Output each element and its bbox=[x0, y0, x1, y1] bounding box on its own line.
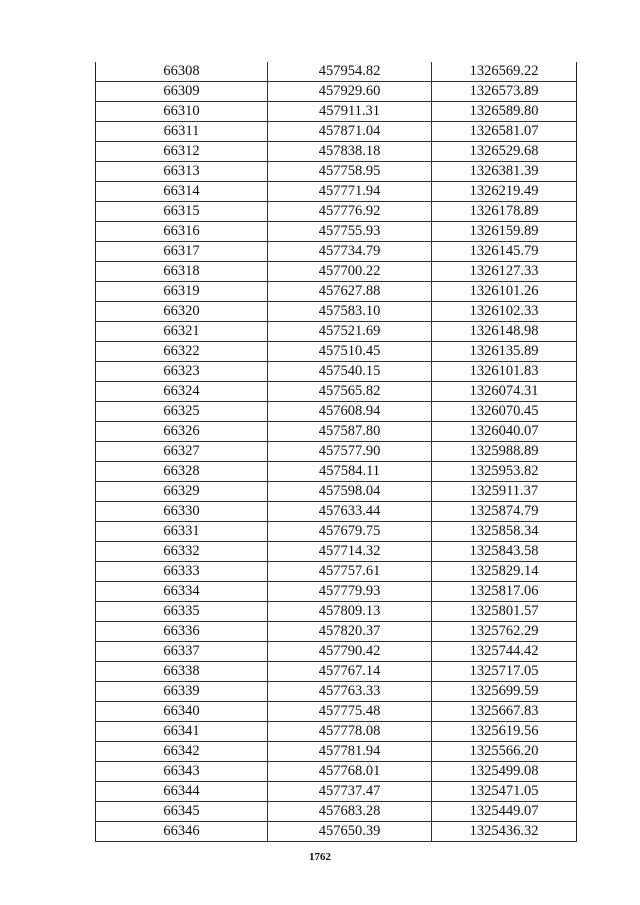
x-coordinate-cell: 457820.37 bbox=[268, 622, 432, 642]
table-row bbox=[96, 682, 577, 702]
point-id-cell: 66334 bbox=[96, 582, 268, 602]
point-id-cell: 66316 bbox=[96, 222, 268, 242]
x-coordinate-cell: 457714.32 bbox=[268, 542, 432, 562]
table-row bbox=[96, 382, 577, 402]
y-coordinate-cell: 1326101.26 bbox=[432, 282, 577, 302]
x-coordinate-cell: 457734.79 bbox=[268, 242, 432, 262]
y-coordinate-cell: 1326127.33 bbox=[432, 262, 577, 282]
table-row bbox=[96, 662, 577, 682]
x-coordinate-cell: 457627.88 bbox=[268, 282, 432, 302]
point-id-cell: 66315 bbox=[96, 202, 268, 222]
point-id-cell: 66331 bbox=[96, 522, 268, 542]
table-row bbox=[96, 442, 577, 462]
table-row bbox=[96, 462, 577, 482]
point-id-cell: 66343 bbox=[96, 762, 268, 782]
y-coordinate-cell: 1326573.89 bbox=[432, 82, 577, 102]
table-row bbox=[96, 542, 577, 562]
table-row bbox=[96, 342, 577, 362]
y-coordinate-cell: 1326148.98 bbox=[432, 322, 577, 342]
point-id-cell: 66333 bbox=[96, 562, 268, 582]
point-id-cell: 66337 bbox=[96, 642, 268, 662]
x-coordinate-cell: 457776.92 bbox=[268, 202, 432, 222]
point-id-cell: 66311 bbox=[96, 122, 268, 142]
table-row bbox=[96, 102, 577, 122]
x-coordinate-cell: 457737.47 bbox=[268, 782, 432, 802]
coordinate-table-body bbox=[96, 62, 577, 842]
table-row bbox=[96, 182, 577, 202]
x-coordinate-cell: 457608.94 bbox=[268, 402, 432, 422]
y-coordinate-cell: 1326159.89 bbox=[432, 222, 577, 242]
y-coordinate-cell: 1325843.58 bbox=[432, 542, 577, 562]
table-row bbox=[96, 562, 577, 582]
point-id-cell: 66336 bbox=[96, 622, 268, 642]
table-row bbox=[96, 142, 577, 162]
point-id-cell: 66332 bbox=[96, 542, 268, 562]
table-row bbox=[96, 162, 577, 182]
y-coordinate-cell: 1325566.20 bbox=[432, 742, 577, 762]
y-coordinate-cell: 1326074.31 bbox=[432, 382, 577, 402]
coordinate-table bbox=[95, 62, 577, 842]
x-coordinate-cell: 457679.75 bbox=[268, 522, 432, 542]
x-coordinate-cell: 457871.04 bbox=[268, 122, 432, 142]
y-coordinate-cell: 1326529.68 bbox=[432, 142, 577, 162]
y-coordinate-cell: 1326219.49 bbox=[432, 182, 577, 202]
point-id-cell: 66330 bbox=[96, 502, 268, 522]
y-coordinate-cell: 1325829.14 bbox=[432, 562, 577, 582]
point-id-cell: 66317 bbox=[96, 242, 268, 262]
y-coordinate-cell: 1325801.57 bbox=[432, 602, 577, 622]
point-id-cell: 66325 bbox=[96, 402, 268, 422]
y-coordinate-cell: 1326581.07 bbox=[432, 122, 577, 142]
table-row bbox=[96, 642, 577, 662]
x-coordinate-cell: 457771.94 bbox=[268, 182, 432, 202]
y-coordinate-cell: 1326101.83 bbox=[432, 362, 577, 382]
point-id-cell: 66340 bbox=[96, 702, 268, 722]
point-id-cell: 66321 bbox=[96, 322, 268, 342]
table-row bbox=[96, 242, 577, 262]
x-coordinate-cell: 457755.93 bbox=[268, 222, 432, 242]
x-coordinate-cell: 457758.95 bbox=[268, 162, 432, 182]
y-coordinate-cell: 1326135.89 bbox=[432, 342, 577, 362]
x-coordinate-cell: 457929.60 bbox=[268, 82, 432, 102]
x-coordinate-cell: 457779.93 bbox=[268, 582, 432, 602]
y-coordinate-cell: 1325858.34 bbox=[432, 522, 577, 542]
point-id-cell: 66329 bbox=[96, 482, 268, 502]
x-coordinate-cell: 457775.48 bbox=[268, 702, 432, 722]
table-row bbox=[96, 602, 577, 622]
point-id-cell: 66342 bbox=[96, 742, 268, 762]
x-coordinate-cell: 457540.15 bbox=[268, 362, 432, 382]
y-coordinate-cell: 1326040.07 bbox=[432, 422, 577, 442]
y-coordinate-cell: 1325817.06 bbox=[432, 582, 577, 602]
point-id-cell: 66324 bbox=[96, 382, 268, 402]
y-coordinate-cell: 1325744.42 bbox=[432, 642, 577, 662]
point-id-cell: 66338 bbox=[96, 662, 268, 682]
table-row bbox=[96, 502, 577, 522]
x-coordinate-cell: 457565.82 bbox=[268, 382, 432, 402]
table-row bbox=[96, 482, 577, 502]
x-coordinate-cell: 457587.80 bbox=[268, 422, 432, 442]
point-id-cell: 66312 bbox=[96, 142, 268, 162]
table-row bbox=[96, 322, 577, 342]
y-coordinate-cell: 1325449.07 bbox=[432, 802, 577, 822]
point-id-cell: 66346 bbox=[96, 822, 268, 842]
y-coordinate-cell: 1325953.82 bbox=[432, 462, 577, 482]
y-coordinate-cell: 1325911.37 bbox=[432, 482, 577, 502]
table-row bbox=[96, 722, 577, 742]
point-id-cell: 66313 bbox=[96, 162, 268, 182]
table-row bbox=[96, 62, 577, 82]
point-id-cell: 66309 bbox=[96, 82, 268, 102]
x-coordinate-cell: 457584.11 bbox=[268, 462, 432, 482]
point-id-cell: 66326 bbox=[96, 422, 268, 442]
point-id-cell: 66319 bbox=[96, 282, 268, 302]
y-coordinate-cell: 1326102.33 bbox=[432, 302, 577, 322]
x-coordinate-cell: 457768.01 bbox=[268, 762, 432, 782]
x-coordinate-cell: 457781.94 bbox=[268, 742, 432, 762]
x-coordinate-cell: 457911.31 bbox=[268, 102, 432, 122]
y-coordinate-cell: 1325499.08 bbox=[432, 762, 577, 782]
point-id-cell: 66308 bbox=[96, 62, 268, 82]
table-row bbox=[96, 402, 577, 422]
point-id-cell: 66314 bbox=[96, 182, 268, 202]
y-coordinate-cell: 1325619.56 bbox=[432, 722, 577, 742]
y-coordinate-cell: 1325667.83 bbox=[432, 702, 577, 722]
table-row bbox=[96, 762, 577, 782]
point-id-cell: 66345 bbox=[96, 802, 268, 822]
y-coordinate-cell: 1325717.05 bbox=[432, 662, 577, 682]
table-row bbox=[96, 702, 577, 722]
y-coordinate-cell: 1325471.05 bbox=[432, 782, 577, 802]
table-row bbox=[96, 222, 577, 242]
y-coordinate-cell: 1326589.80 bbox=[432, 102, 577, 122]
table-row bbox=[96, 122, 577, 142]
point-id-cell: 66328 bbox=[96, 462, 268, 482]
table-row bbox=[96, 742, 577, 762]
y-coordinate-cell: 1326569.22 bbox=[432, 62, 577, 82]
x-coordinate-cell: 457809.13 bbox=[268, 602, 432, 622]
x-coordinate-cell: 457583.10 bbox=[268, 302, 432, 322]
table-row bbox=[96, 282, 577, 302]
point-id-cell: 66335 bbox=[96, 602, 268, 622]
x-coordinate-cell: 457633.44 bbox=[268, 502, 432, 522]
table-row bbox=[96, 782, 577, 802]
x-coordinate-cell: 457700.22 bbox=[268, 262, 432, 282]
y-coordinate-cell: 1325699.59 bbox=[432, 682, 577, 702]
point-id-cell: 66320 bbox=[96, 302, 268, 322]
table-row bbox=[96, 422, 577, 442]
table-row bbox=[96, 302, 577, 322]
point-id-cell: 66344 bbox=[96, 782, 268, 802]
table-row bbox=[96, 622, 577, 642]
table-row bbox=[96, 202, 577, 222]
y-coordinate-cell: 1326145.79 bbox=[432, 242, 577, 262]
x-coordinate-cell: 457778.08 bbox=[268, 722, 432, 742]
x-coordinate-cell: 457790.42 bbox=[268, 642, 432, 662]
x-coordinate-cell: 457521.69 bbox=[268, 322, 432, 342]
x-coordinate-cell: 457598.04 bbox=[268, 482, 432, 502]
x-coordinate-cell: 457954.82 bbox=[268, 62, 432, 82]
x-coordinate-cell: 457763.33 bbox=[268, 682, 432, 702]
x-coordinate-cell: 457577.90 bbox=[268, 442, 432, 462]
point-id-cell: 66318 bbox=[96, 262, 268, 282]
y-coordinate-cell: 1325988.89 bbox=[432, 442, 577, 462]
table-row bbox=[96, 522, 577, 542]
table-row bbox=[96, 362, 577, 382]
page-number: 1762 bbox=[309, 851, 331, 863]
y-coordinate-cell: 1326381.39 bbox=[432, 162, 577, 182]
point-id-cell: 66341 bbox=[96, 722, 268, 742]
point-id-cell: 66327 bbox=[96, 442, 268, 462]
point-id-cell: 66339 bbox=[96, 682, 268, 702]
x-coordinate-cell: 457683.28 bbox=[268, 802, 432, 822]
y-coordinate-cell: 1326178.89 bbox=[432, 202, 577, 222]
x-coordinate-cell: 457767.14 bbox=[268, 662, 432, 682]
x-coordinate-cell: 457510.45 bbox=[268, 342, 432, 362]
table-row bbox=[96, 82, 577, 102]
table-row bbox=[96, 802, 577, 822]
y-coordinate-cell: 1325762.29 bbox=[432, 622, 577, 642]
point-id-cell: 66310 bbox=[96, 102, 268, 122]
table-row bbox=[96, 582, 577, 602]
point-id-cell: 66322 bbox=[96, 342, 268, 362]
y-coordinate-cell: 1325436.32 bbox=[432, 822, 577, 842]
x-coordinate-cell: 457757.61 bbox=[268, 562, 432, 582]
y-coordinate-cell: 1326070.45 bbox=[432, 402, 577, 422]
x-coordinate-cell: 457650.39 bbox=[268, 822, 432, 842]
x-coordinate-cell: 457838.18 bbox=[268, 142, 432, 162]
table-row bbox=[96, 262, 577, 282]
table-row bbox=[96, 822, 577, 842]
y-coordinate-cell: 1325874.79 bbox=[432, 502, 577, 522]
point-id-cell: 66323 bbox=[96, 362, 268, 382]
